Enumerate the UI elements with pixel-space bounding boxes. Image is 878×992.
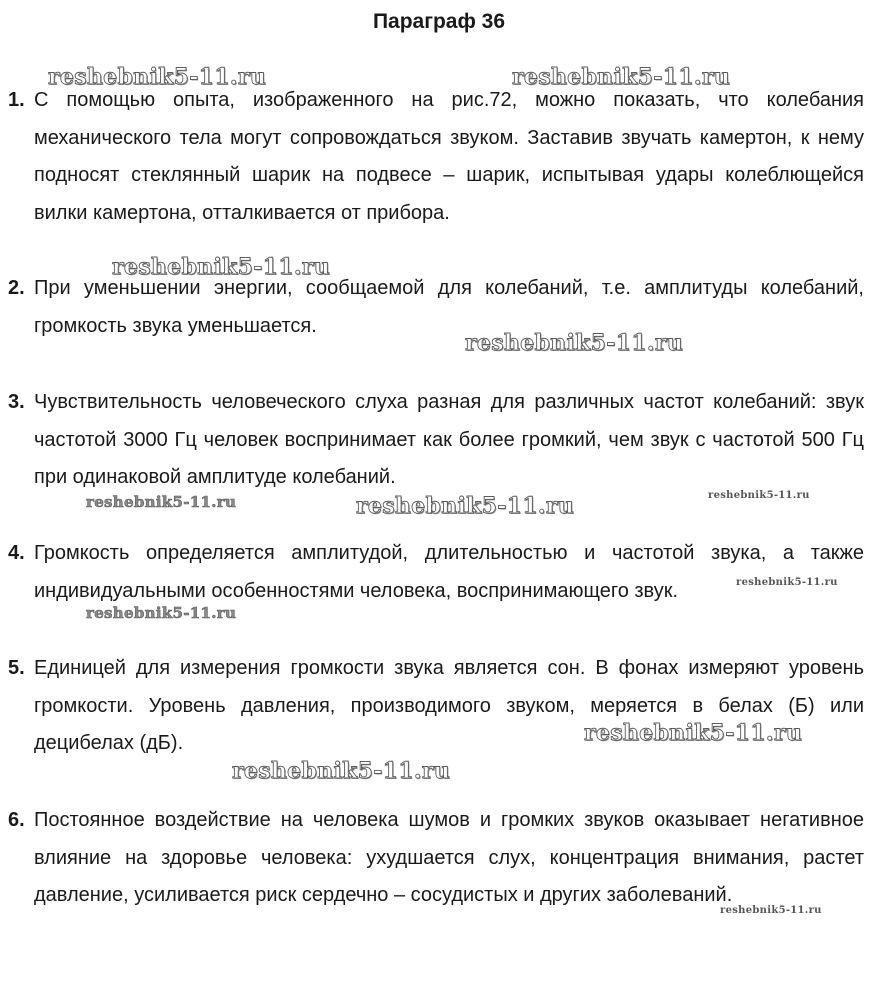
list-item-2 xyxy=(8,270,864,345)
list-item-6 xyxy=(8,802,864,915)
item-number: 2. xyxy=(8,277,25,299)
page-title: Параграф 36 xyxy=(372,10,506,33)
list-item-3 xyxy=(8,384,864,497)
watermark: reshebnik5-11.ru xyxy=(86,604,237,622)
item-number: 4. xyxy=(8,542,25,564)
item-number: 5. xyxy=(8,657,25,679)
item-text: Чувствительность человеческого слуха разная для различных частот колебаний: звук частотой 3000 Гц человек воспринимает как более громкий, чем звук с частотой 500 Гц при одинаковой амплитуде колебаний. xyxy=(34,391,864,488)
watermark: reshebnik5-11.ru xyxy=(708,490,810,501)
item-number: 6. xyxy=(8,809,25,831)
item-text: С помощью опыта, изображенного на рис.72, можно показать, что колебания механического тела могут сопровождаться звуком. Заставив звучать камертон, к нему подносят стеклянный шарик на подвесе – шарик, испытывая удары колеблющейся вилки камертона, отталкивается от прибора. xyxy=(34,89,864,224)
watermark: reshebnik5-11.ru xyxy=(584,720,803,746)
watermark: reshebnik5-11.ru xyxy=(232,758,451,784)
watermark: reshebnik5-11.ru xyxy=(720,905,822,916)
item-number: 1. xyxy=(8,89,25,111)
watermark: reshebnik5-11.ru xyxy=(512,64,731,90)
item-number: 3. xyxy=(8,391,25,413)
watermark: reshebnik5-11.ru xyxy=(86,493,237,511)
watermark: reshebnik5-11.ru xyxy=(112,254,331,280)
item-text: Громкость определяется амплитудой, длительностью и частотой звука, а также индивидуальными особенностями человека, воспринимающего звук. xyxy=(34,542,864,602)
watermark: reshebnik5-11.ru xyxy=(736,577,838,588)
watermark: reshebnik5-11.ru xyxy=(356,493,575,519)
watermark: reshebnik5-11.ru xyxy=(48,64,267,90)
item-text: Единицей для измерения громкости звука является сон. В фонах измеряют уровень громкости. Уровень давления, производимого звуком, меряется в белах (Б) или децибелах (дБ). xyxy=(34,657,864,754)
watermark: reshebnik5-11.ru xyxy=(465,330,684,356)
list-item-1 xyxy=(8,82,864,232)
list-item-4 xyxy=(8,535,864,610)
item-text: Постоянное воздействие на человека шумов и громких звуков оказывает негативное влияние на здоровье человека: ухудшается слух, концентрация внимания, растет давление, усиливается риск сердечно – сосудистых и других заболеваний. xyxy=(34,809,864,906)
item-text: При уменьшении энергии, сообщаемой для колебаний, т.е. амплитуды колебаний, громкость звука уменьшается. xyxy=(34,277,864,337)
